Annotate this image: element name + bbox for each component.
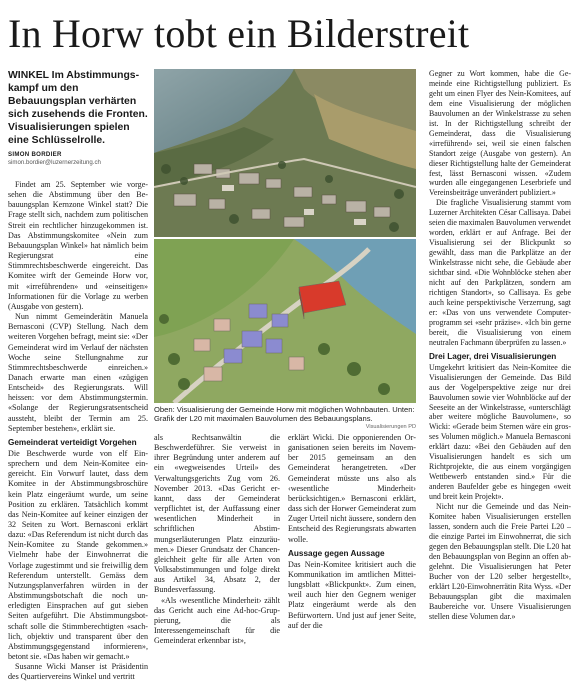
paragraph: «Als ‹wesentliche Minderheit› zählt das Gericht auch eine Ad-hoc-Gruppierung, die als Interessengemeinschaft für die Gemeinderat erkennbar ist», [154, 595, 280, 646]
l20-volume-graphic [154, 239, 416, 403]
subheading: Drei Lager, drei Visualisierungen [429, 351, 557, 361]
aerial-visualization-photo [154, 69, 416, 237]
subheading: Aussage gegen Aussage [288, 548, 385, 558]
paragraph: Nicht nur die Gemeinde und das Nein-Komitee haben Visualisierungen erstellen lassen, sondern auch die Freie Partei L20 – die einzige Partei im Einwohnerrat, die sich gegen den Bebauungsplan stellt. Die L20 hat den Bebauungsplan von Beginn an offen abgelehnt. Die Visualisierungen hat Peter Bucher von der L20 selber hergestellt», erklärt L20-Einwohnerrätin Rita Wyss. «Der Bebauungsplan gibt die maximalen Baubereiche vor. Unsere Visualisierungen stellen diese Volumen dar.» [429, 502, 571, 621]
byline [8, 151, 148, 166]
image-caption [154, 405, 416, 432]
paragraph: Umgekehrt kritisiert das Nein-Komitee die Visualisierungen der Gemeinde. Das Bild aus der Vogelperspektive zeige nur drei Bauvolumen sowie vier Wohnblöcke auf der Seeseite an der Winkelstrasse, «unterschlägt aber weitere mögliche Bauvolumen», so Wicki: «Gerade beim Sternen wäre ein grosses Volumen möglich.» Manuela Bernasconi erklärt dazu: «Bei den Gebäuden auf den Visualisierungen handelt es sich um Richtprojekte, die aus einem vorgängigen Wettbewerb entstanden sind.» Für die anderen Baufelder gebe es hingegen «weit und breit kein Projekt». [429, 362, 571, 502]
3d-massing-illustration [154, 239, 416, 403]
article-column-3 [288, 433, 416, 631]
paragraph: Nun nimmt Gemeinderätin Manuela Bernasconi (CVP) Stellung. Nach dem weiteren Vorgehen befragt, meint sie: «Der Gemeinderat wird im Verlauf der nächsten Woche seine Stellungnahme zur Stimmrechtsbeschwerde einreichen.» Danach erwarte man einen «zügigen Entscheid» des Regierungsrats. Will heissen: vor dem Abstimmungstermin. «Solange der Regierungsratsentscheid aussteht, bleibt der Termin am 25. September bestehen», erklärt sie. [8, 312, 148, 433]
article-column-4 [429, 69, 571, 621]
article-column-2 [154, 433, 280, 646]
aerial-lake-village-illustration [154, 69, 416, 237]
subheading: Gemeinderat verteidigt Vorgehen [8, 437, 137, 447]
paragraph: Das Nein-Komitee kritisiert auch die Kommunikation im amtlichen Mitteilungsblatt «Blickpunkt». Zum einen, weil auch hier den Gegnern weniger Platz eingeräumt werde als den Befürwortern. Und just auf jener Seite, auf der die [288, 559, 416, 630]
lead-body: Im Abstimmungskampf um den Bebauungsplan verhärten sich zusehends die Fronten. Visualisierungen spielen eine Schlüsselrolle. [8, 70, 148, 146]
caption-credit: Visualisierungen PD [365, 423, 416, 430]
paragraph: Gegner zu Wort kommen, habe die Gemeinde eine Richtigstellung publiziert. Es geht um einen Flyer des Nein-Komitees, auf dem eine Visualisierung der möglichen Bauvolumen an der Winkelstrasse zu sehen ist. In der Richtigstellung schreibt der Gemeinderat, dass die Visualisierung «irreführend» sei, weil sie einen falschen Standort zeige (Ausgabe von gestern). An dieser Richtigstellung halte der Gemeinderat fest, lässt Bernasconi wissen. «Zudem wurden alle eingegangenen Leserbriefe und Vereinsbeiträge unverändert publiziert.» [429, 69, 571, 198]
paragraph: als Rechtsanwältin die Beschwerdeführer. Sie verweist in ihrer Begründung unter anderem auf ein «wegweisendes Urteil» des Verwaltungsgerichts Zug vom 26. November 2013. «Das Gericht erkannt, dass der Gemeinderat verpflichtet ist, der Auffassung einer wesentlichen Minderheit in schriftlichen Abstimmungserläuterungen Platz einzuräumen.» Dieser Grundsatz der Chancengleichheit gelte für alle Arten von Volksabstimmungen und folge direkt aus Artikel 34, Absatz 2, der Bundesverfassung. [154, 433, 280, 595]
paragraph: erklärt Wicki. Die opponierenden Organisationen seien bereits im November 2015 gemeinsam an den Gemeinderat herangetreten. «Der Gemeinderat müsste uns also als ‹wesentliche Minderheit› berücksichtigen.» Bernasconi erklärt, dass sich der Horwer Gemeinderat zum Zuger Urteil nicht äussere, sondern den Entscheid des Regierungsrats abwarten wolle. [288, 433, 416, 544]
byline-author: SIMON BORDIER [8, 151, 62, 158]
lead-kicker: WINKEL [8, 70, 49, 81]
paragraph: Die fragliche Visualisierung stammt vom Luzerner Architekten César Callisaya. Dabei seien die maximalen Bauvolumen verwendet worden, erklärt er auf Anfrage. Bei der Visualisierung sei der Blickpunkt so gewählt, dass man die Parkplätze an der Winkelstrasse nicht sehe, die Gebäude aber sichtbar sind. «Die Wohnblöcke stehen aber nicht auf den Parkplätzen, sondern am richtigen Standort», so Callisaya. Es gebe auch keine perspektivische Verzerrung, sagt er: «Das von uns verwendete Computerprogramm sei «sehr präzise». «Ich bin gerne bereit, die Visualisierung von einem neutralen Fachmann überprüfen zu lassen.» [429, 198, 571, 347]
paragraph: Findet am 25. September wie vorgesehen die Abstimmung über den Bebauungsplan Kernzone Winkel statt? Die Frage stellt sich, nachdem zum politischen Streit ein rechtlicher hinzugekommen ist. Das Abstimmungskomitee «Nein zum Bebauungsplan Winkel» hat nämlich beim Regierungsrat eine Stimmrechtsbeschwerde eingereicht. Das Komitee wirft der Gemeinde Horw vor, mit «irreführenden» und «einseitigen» Informationen für die Vorlage zu werben (Ausgabe von gestern). [8, 180, 148, 311]
paragraph: Die Beschwerde wurde von elf Einsprechern und dem Nein-Komitee eingereicht. Ein Vorwurf lautet, dass dem Komitee in der Abstimmungsbroschüre kein Platz eingeräumt wurde, um seine Position zu erklären. Tatsächlich kommt das Nein-Komitee auf keiner einzigen der 32 Seiten zu Wort. Bernasconi erklärt dazu: «Das Referendum ist nicht durch das Nein-Komitee zu Stande gekommen.» Vielmehr habe der Einwohnerrat die Vorlage zugestimmt und sie freiwillig dem Referendum unterstellt. Gemäss dem Nutzungsplanverfahren würden in der Abstimmungsbotschaft die noch unerledigten Einsprachen auf gut sieben Seiten aufgeführt. Die Abstimmungsbotschaft solle die Stimmberechtigten «sachlich, objektiv und transparent über den Abstimmungsgegenstand informieren», betont sie. «Das haben wir gemacht.» [8, 448, 148, 662]
article-column-1 [8, 180, 148, 683]
caption-text: Oben: Visualisierung der Gemeinde Horw mit möglichen Wohnbauten. Unten: Grafik der L20 mit maximalen Bauvolumen des Bebauungsplans. [154, 405, 415, 424]
byline-email: simon.bordier@luzernerzeitung.ch [8, 158, 101, 166]
lead-text [8, 69, 148, 147]
headline: In Horw tobt ein Bilderstreit [8, 11, 470, 56]
paragraph: Susanne Wicki Manser ist Präsidentin des Quartiervereins Winkel und vertritt [8, 662, 148, 682]
